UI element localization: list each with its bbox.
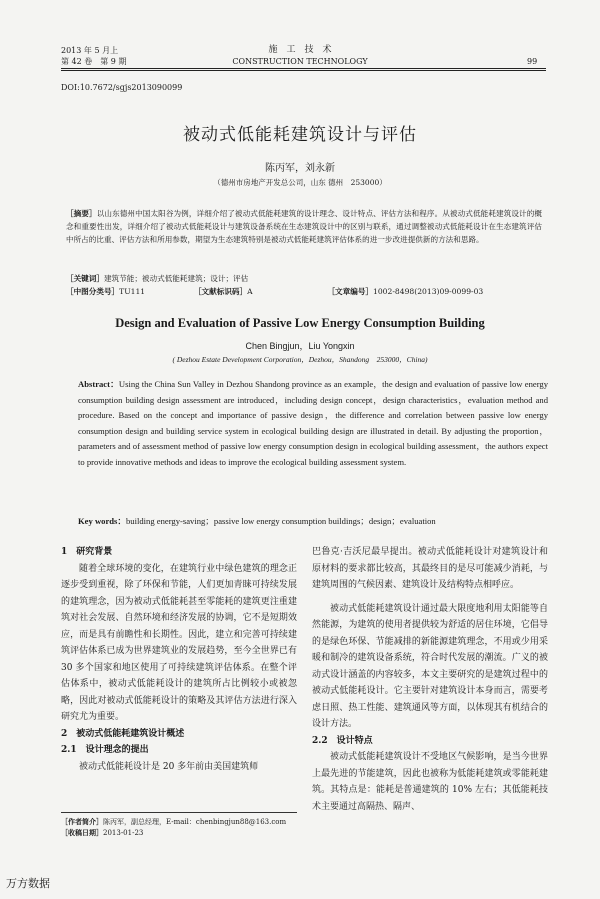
footnote-received-label: ［收稿日期］ <box>61 828 103 837</box>
authors-cn: 陈丙军，刘永新 <box>265 163 335 174</box>
section-2-1-heading: 2.1 设计理念的提出 <box>61 745 149 755</box>
doi: DOI:10.7672/sgjs2013090099 <box>61 83 183 92</box>
footnote-received-text: 2013-01-23 <box>103 829 144 837</box>
authors-en: Chen Bingjun，Liu Yongxin <box>245 341 355 351</box>
footnote-author-text: 陈丙军，副总经理，E-mail：chenbingjun88@163.com <box>103 818 287 826</box>
keywords-en <box>78 514 548 530</box>
article-number-label: ［文章编号］ <box>327 287 374 296</box>
keywords-en-label: Key words： <box>78 516 126 526</box>
keywords-cn <box>66 272 542 285</box>
abstract-en-label: Abstract： <box>78 379 119 389</box>
watermark: 万方数据 <box>6 877 50 890</box>
right-column <box>312 544 548 815</box>
section-2-2-heading: 2.2 设计特点 <box>312 735 373 746</box>
header-rule-top <box>61 68 546 69</box>
title-en: Design and Evaluation of Passive Low Energy Consumption Building <box>115 316 485 330</box>
doc-code-value: A <box>247 287 253 296</box>
header-volume: 第 42 卷 第 9 期 <box>61 57 127 66</box>
footnote-author-label: ［作者简介］ <box>61 817 103 826</box>
header-journal-en: CONSTRUCTION TECHNOLOGY <box>232 57 368 66</box>
keywords-cn-label: ［关键词］ <box>66 274 104 283</box>
header-journal-cn: 施 工 技 术 <box>268 45 332 55</box>
header-rule-bottom <box>61 70 546 71</box>
article-number-value: 1002-8498(2013)09-0099-03 <box>373 287 484 296</box>
keywords-cn-text: 建筑节能；被动式低能耗建筑；设计；评估 <box>103 274 249 283</box>
footnote-rule <box>61 812 297 813</box>
abstract-cn-text: 以山东德州中国太阳谷为例，详细介绍了被动式低能耗建筑的设计理念、设计特点、评估方法和程序。从被动式低能耗建筑设计的概念和重要性出发，详细介绍了被动式低能耗设计与建筑设备系统在生态建筑设计中的区别与联系，通过调整被动式低能耗设计在生态建筑评估中所占的比重、评估方法和所用参数，期望为生态建筑特别是被动式低能耗建筑评估体系的进一步改进提供新的方法和思路。 <box>66 209 542 244</box>
clc-label: ［中图分类号］ <box>66 287 120 296</box>
affiliation-en: ( Dezhou Estate Development Corporation，Dezhou，Shandong 253000，China) <box>172 355 428 364</box>
section-1-heading: 1 研究背景 <box>61 547 113 557</box>
abstract-en <box>78 377 548 470</box>
affiliation-cn: （德州市房地产开发总公司，山东 德州 253000） <box>213 178 387 187</box>
section-2-1-paragraph: 被动式低能耗设计是 20 多年前由美国建筑师 <box>79 761 259 772</box>
footnote-received <box>61 827 301 839</box>
keywords-en-text: building energy-saving；passive low energy consumption buildings；design；evaluation <box>125 516 436 526</box>
abstract-cn-label: ［摘要］ <box>66 209 97 218</box>
classification-row <box>66 285 542 298</box>
section-2-heading: 2 被动式低能耗建筑设计概述 <box>61 728 185 739</box>
right-paragraph-3: 被动式低能耗建筑设计不受地区气候影响，是当今世界上最先进的节能建筑，因此也被称为低能耗建筑或零能耗建筑。其特点是：能耗是普通建筑的 10% 左右；其低能耗技术主要通过高隔热、隔声、 <box>312 752 548 812</box>
clc-value: TU111 <box>119 287 146 296</box>
left-column <box>61 544 297 775</box>
header-date: 2013 年 5 月上 <box>61 46 119 55</box>
title-cn: 被动式低能耗建筑设计与评估 <box>183 125 417 145</box>
section-1-paragraph: 随着全球环境的变化，在建筑行业中绿色建筑的理念正逐步受到重视，除了环保和节能，人们更加青睐可持续发展的建筑理念，因为被动式低能耗甚至零能耗的建筑更注重建筑对社会发展、自然环境和经济发展的协调，它不是短期效应，而是具有前瞻性和长期性。因此，建立和完善可持续建筑评估体系已成为世界建筑业的发展趋势，至今全世界已有 30 多个国家和地区使用了可持续建筑评估体系。在整个评估体系中，被动式低能耗设计的建筑所占比例较小或被忽略，因此对被动式低能耗设计的策略及其评估方法进行深入研究尤为重要。 <box>61 563 297 722</box>
right-paragraph-2: 被动式低能耗建筑设计通过最大限度地利用太阳能等自然能源，为建筑的使用者提供较为舒适的居住环境，它倡导的是绿色环保、节能减排的新能源建筑理念，不用或少用采暖和制冷的建筑设备系统，符合时代发展的潮流。广义的被动式设计涵盖的内容较多，本文主要研究的是建筑过程中的被动式低能耗设计。它主要针对建筑设计本身而言，需要考虑日照、热工性能、建筑通风等方面，以体现其有机结合的设计方法。 <box>312 603 548 729</box>
right-paragraph-1: 巴鲁克·吉沃尼最早提出。被动式低能耗设计对建筑设计和原材料的要求都比较高，其最终目的是尽可能减少消耗，与建筑周围的气候因素、建筑设计及结构特点相呼应。 <box>312 547 548 590</box>
header-page-number: 99 <box>527 57 538 66</box>
doc-code-label: ［文献标识码］ <box>193 287 248 296</box>
abstract-en-text: Using the China Sun Valley in Dezhou Shandong province as an example，the design and evaluation of passive low energy consumption building design assessment are introduced，including design concept，design characteristics，evaluation method and procedure. Based on the concept and importance of passive design，the difference and correlation between passive low energy consumption design and building service system in ecological building design are illustrated in detail. By adjusting the proportion，parameters and of assessment method of passive low energy consumption design in ecological building assessment，the authors expect to provide innovative methods and ideas to improve the ecological building assessment system. <box>78 379 548 467</box>
abstract-cn <box>66 207 542 246</box>
